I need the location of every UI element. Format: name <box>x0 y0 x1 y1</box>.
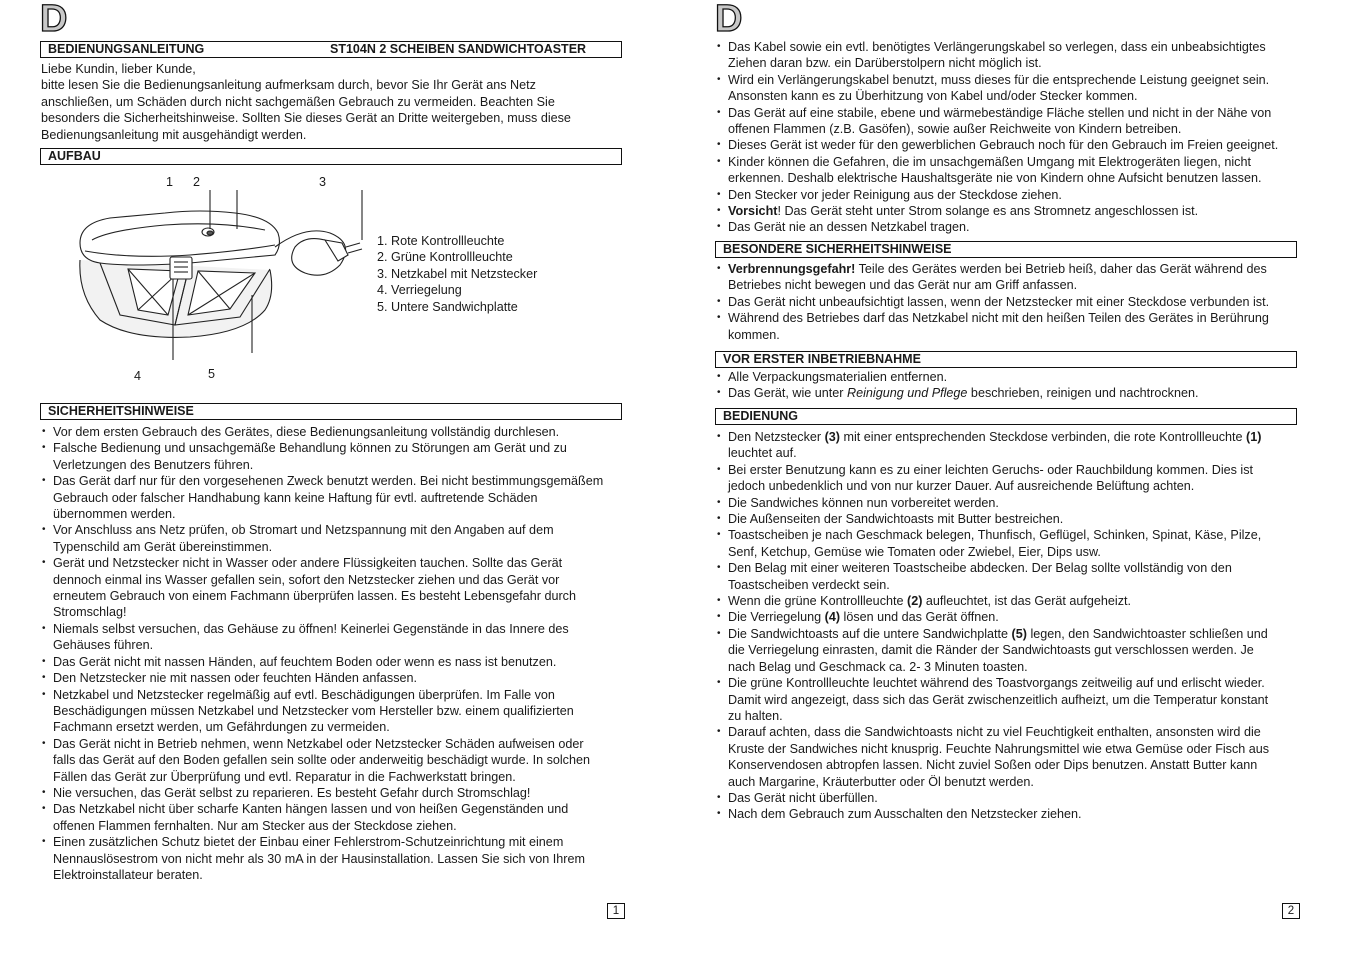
list-item: • Das Gerät auf eine stabile, ebene und wärmebeständige Fläche stellen und nicht in der Nähe von offenen Flammen (z.B. Gasöfen), sowie außer Reichweite von Kindern betreiben. <box>716 105 1278 138</box>
list-item: • Nach dem Gebrauch zum Ausschalten den Netzstecker ziehen. <box>716 806 1269 822</box>
page-number: 1 <box>607 903 625 919</box>
title-bar <box>40 41 622 58</box>
list-item: • Die Verriegelung (4) lösen und das Gerät öffnen. <box>716 609 1269 625</box>
list-item: • Vor Anschluss ans Netz prüfen, ob Stromart und Netzspannung mit den Angaben auf dem Typenschild am Gerät übereinstimmen. <box>41 522 603 555</box>
section-heading-text: BEDIENUNG <box>723 409 799 423</box>
list-item: • Das Gerät, wie unter Reinigung und Pflege beschrieben, reinigen und nachtrocknen. <box>716 385 1198 401</box>
section-heading-text: SICHERHEITSHINWEISE <box>48 404 194 418</box>
list-item: • Den Netzstecker nie mit nassen oder feuchten Händen anfassen. <box>41 670 603 686</box>
list-item: • Den Belag mit einer weiteren Toastscheibe abdecken. Der Belag sollte vollständig von den Toastscheiben verdeckt sein. <box>716 560 1269 593</box>
list-item: • Das Gerät nicht überfüllen. <box>716 790 1269 806</box>
list-item: • Das Gerät nicht in Betrieb nehmen, wenn Netzkabel oder Netzstecker Schäden aufweisen oder falls das Gerät auf den Boden gefallen sein sollte oder anderweitig beschädigt wurde. In solchen Fällen das Gerät zur Überprüfung und evtl. Reparatur in die Fachwerkstatt bringen. <box>41 736 603 785</box>
list-item: • Verbrennungsgefahr! Teile des Gerätes werden bei Betrieb heiß, daher das Gerät während des Betriebes nicht bewegen und das Gerät nur am Griff anfassen. <box>716 261 1269 294</box>
intro-line: anschließen, um Schäden durch nicht sachgemäßen Gebrauch zu vermeiden. Beachten Sie <box>41 94 555 109</box>
section-heading-special-safety <box>715 241 1297 258</box>
safety-list <box>41 424 603 883</box>
intro-line: Liebe Kundin, lieber Kunde, <box>41 62 196 76</box>
callout-2: 2 <box>193 175 201 189</box>
special-safety-list <box>716 261 1269 343</box>
section-heading-operation <box>715 408 1297 425</box>
callout-4: 4 <box>134 369 142 383</box>
list-item: • Die grüne Kontrollleuchte leuchtet während des Toastvorgangs zeitweilig auf und erlischt wieder. Damit wird angezeigt, dass sich das Gerät zwischenzeitlich aufheizt, um die Temperatur konstant zu halten. <box>716 675 1269 724</box>
parts-list <box>377 233 537 315</box>
list-item: • Die Außenseiten der Sandwichtoasts mit Butter bestreichen. <box>716 511 1269 527</box>
parts-list-item: 5. Untere Sandwichplatte <box>377 299 518 314</box>
intro-line: Bedienungsanleitung mit ausgehändigt werden. <box>41 127 307 142</box>
language-mark: D <box>40 0 68 40</box>
list-item: • Das Gerät nicht unbeaufsichtigt lassen, wenn der Netzstecker mit einer Steckdose verbunden ist. <box>716 294 1269 310</box>
first-use-list <box>716 369 1198 402</box>
list-item: • Gerät und Netzstecker nicht in Wasser oder andere Flüssigkeiten tauchen. Sollte das Gerät dennoch einmal ins Wasser gefallen sein, sofort den Netzstecker ziehen und das Gerät vor erneutem Gebrauch von einem Fachmann überprüfen lassen. Es besteht Lebensgefahr durch Stromschlag! <box>41 555 603 621</box>
general-safety-list <box>716 39 1278 236</box>
list-item: • Kinder können die Gefahren, die im unsachgemäßen Umgang mit Elektrogeräten liegen, nicht erkennen. Deshalb elektrische Haushaltsgeräte nie von Kindern ohne Aufsicht benutzen lassen. <box>716 154 1278 187</box>
callout-3: 3 <box>319 175 327 189</box>
list-item: • Toastscheiben je nach Geschmack belegen, Thunfisch, Geflügel, Schinken, Spinat, Käse, Pilze, Senf, Ketchup, Gemüse wie Tomaten oder Zwiebel, Eier, Dips usw. <box>716 527 1269 560</box>
list-item: • Einen zusätzlichen Schutz bietet der Einbau einer Fehlerstrom-Schutzeinrichtung mit einem Nennauslösestrom von nicht mehr als 30 mA in der Hausinstallation. Lassen Sie sich von Ihrem Elektroinstallateur beraten. <box>41 834 603 883</box>
list-item: • Die Sandwichtoasts auf die untere Sandwichplatte (5) legen, den Sandwichtoaster schließen und die Verriegelung einrasten, damit die Ränder der Sandwichtoasts gut verschlossen werden. Je nach Belag und Geschmack ca. 2- 3 Minuten toasten. <box>716 626 1269 675</box>
model-title: ST104N 2 SCHEIBEN SANDWICHTOASTER <box>330 42 587 56</box>
list-item: • Das Gerät darf nur für den vorgesehenen Zweck benutzt werden. Bei nicht bestimmungsgemäßem Gebrauch oder falscher Handhabung kann keine Haftung für evtl. auftretende Schäden übernommen werden. <box>41 473 603 522</box>
list-item: • Den Stecker vor jeder Reinigung aus der Steckdose ziehen. <box>716 187 1278 203</box>
callout-5: 5 <box>208 367 216 381</box>
parts-list-item: 4. Verriegelung <box>377 283 462 298</box>
list-item: • Während des Betriebes darf das Netzkabel nicht mit den heißen Teilen des Gerätes in Berührung kommen. <box>716 310 1269 343</box>
manual-title: BEDIENUNGSANLEITUNG <box>48 42 205 56</box>
list-item: • Darauf achten, dass die Sandwichtoasts nicht zu viel Feuchtigkeit enthalten, ansonsten wird die Kruste der Sandwiches nicht knusprig. Feuchte Nahrungsmittel wie etwa Gemüse oder Fisch aus Konservendosen abtropfen lassen. Nicht zuviel Soßen oder Dips benutzen. Anstatt Butter kann auch Margarine, Kräuterbutter oder Öl benutzt werden. <box>716 724 1269 790</box>
intro-line: besonders die Sicherheitshinweise. Sollten Sie dieses Gerät an Dritte weitergeben, muss diese <box>41 111 571 126</box>
section-heading-text: AUFBAU <box>48 149 101 163</box>
list-item: • Die Sandwiches können nun vorbereitet werden. <box>716 495 1269 511</box>
parts-list-item: 2. Grüne Kontrollleuchte <box>377 250 513 265</box>
sandwich-toaster-illustration <box>70 185 370 360</box>
list-item: • Wird ein Verlängerungskabel benutzt, muss dieses für die entsprechende Leistung geeignet sein. Ansonsten kann es zu Überhitzung von Kabel und/oder Stecker kommen. <box>716 72 1278 105</box>
section-heading-aufbau <box>40 148 622 165</box>
section-heading-text: BESONDERE SICHERHEITSHINWEISE <box>723 242 952 256</box>
list-item: • Dieses Gerät ist weder für den gewerblichen Gebrauch noch für den Gebrauch im Freien geeignet. <box>716 137 1278 153</box>
operation-list <box>716 429 1269 823</box>
language-mark: D <box>715 0 743 40</box>
list-item: • Das Netzkabel nicht über scharfe Kanten hängen lassen und von heißen Gegenständen und offenen Flammen fernhalten. Nur am Stecker aus der Steckdose ziehen. <box>41 801 603 834</box>
intro-line: bitte lesen Sie die Bedienungsanleitung aufmerksam durch, bevor Sie Ihr Gerät ans Netz <box>41 78 536 93</box>
list-item: • Niemals selbst versuchen, das Gehäuse zu öffnen! Keinerlei Gegenstände in das Innere des Gehäuses führen. <box>41 621 603 654</box>
parts-list-item: 3. Netzkabel mit Netzstecker <box>377 266 538 281</box>
list-item: • Vorsicht! Das Gerät steht unter Strom solange es ans Stromnetz angeschlossen ist. <box>716 203 1278 219</box>
list-item: • Bei erster Benutzung kann es zu einer leichten Geruchs- oder Rauchbildung kommen. Dies ist jedoch unbedenklich und von nur kurzer Dauer. Auf ausreichende Belüftung achten. <box>716 462 1269 495</box>
section-heading-safety <box>40 403 622 420</box>
intro-paragraph <box>41 61 571 143</box>
list-item: • Nie versuchen, das Gerät selbst zu reparieren. Es besteht Gefahr durch Stromschlag! <box>41 785 603 801</box>
list-item: • Alle Verpackungsmaterialien entfernen. <box>716 369 1198 385</box>
list-item: • Das Gerät nicht mit nassen Händen, auf feuchtem Boden oder wenn es nass ist benutzen. <box>41 654 603 670</box>
callout-1: 1 <box>166 175 174 189</box>
list-item: • Netzkabel und Netzstecker regelmäßig auf evtl. Beschädigungen überprüfen. Im Falle von Beschädigungen müssen Netzkabel und Netzstecker vom Hersteller bzw. einem qualifizierten Fachmann ersetzt werden, um Gefährdungen zu vermeiden. <box>41 687 603 736</box>
section-heading-first-use <box>715 351 1297 368</box>
page-number: 2 <box>1282 903 1300 919</box>
list-item: • Den Netzstecker (3) mit einer entsprechenden Steckdose verbinden, die rote Kontrollleuchte (1) leuchtet auf. <box>716 429 1269 462</box>
list-item: • Falsche Bedienung und unsachgemäße Behandlung können zu Störungen am Gerät und zu Verletzungen des Benutzers führen. <box>41 440 603 473</box>
section-heading-text: VOR ERSTER INBETRIEBNAHME <box>723 352 921 366</box>
list-item: • Das Kabel sowie ein evtl. benötigtes Verlängerungskabel so verlegen, dass ein unbeabsichtigtes Ziehen daran bzw. ein Darüberstolpern nicht möglich ist. <box>716 39 1278 72</box>
parts-list-item: 1. Rote Kontrollleuchte <box>377 234 505 248</box>
list-item: • Vor dem ersten Gebrauch des Gerätes, diese Bedienungsanleitung vollständig durchlesen. <box>41 424 603 440</box>
list-item: • Das Gerät nie an dessen Netzkabel tragen. <box>716 219 1278 235</box>
list-item: • Wenn die grüne Kontrollleuchte (2) aufleuchtet, ist das Gerät aufgeheizt. <box>716 593 1269 609</box>
